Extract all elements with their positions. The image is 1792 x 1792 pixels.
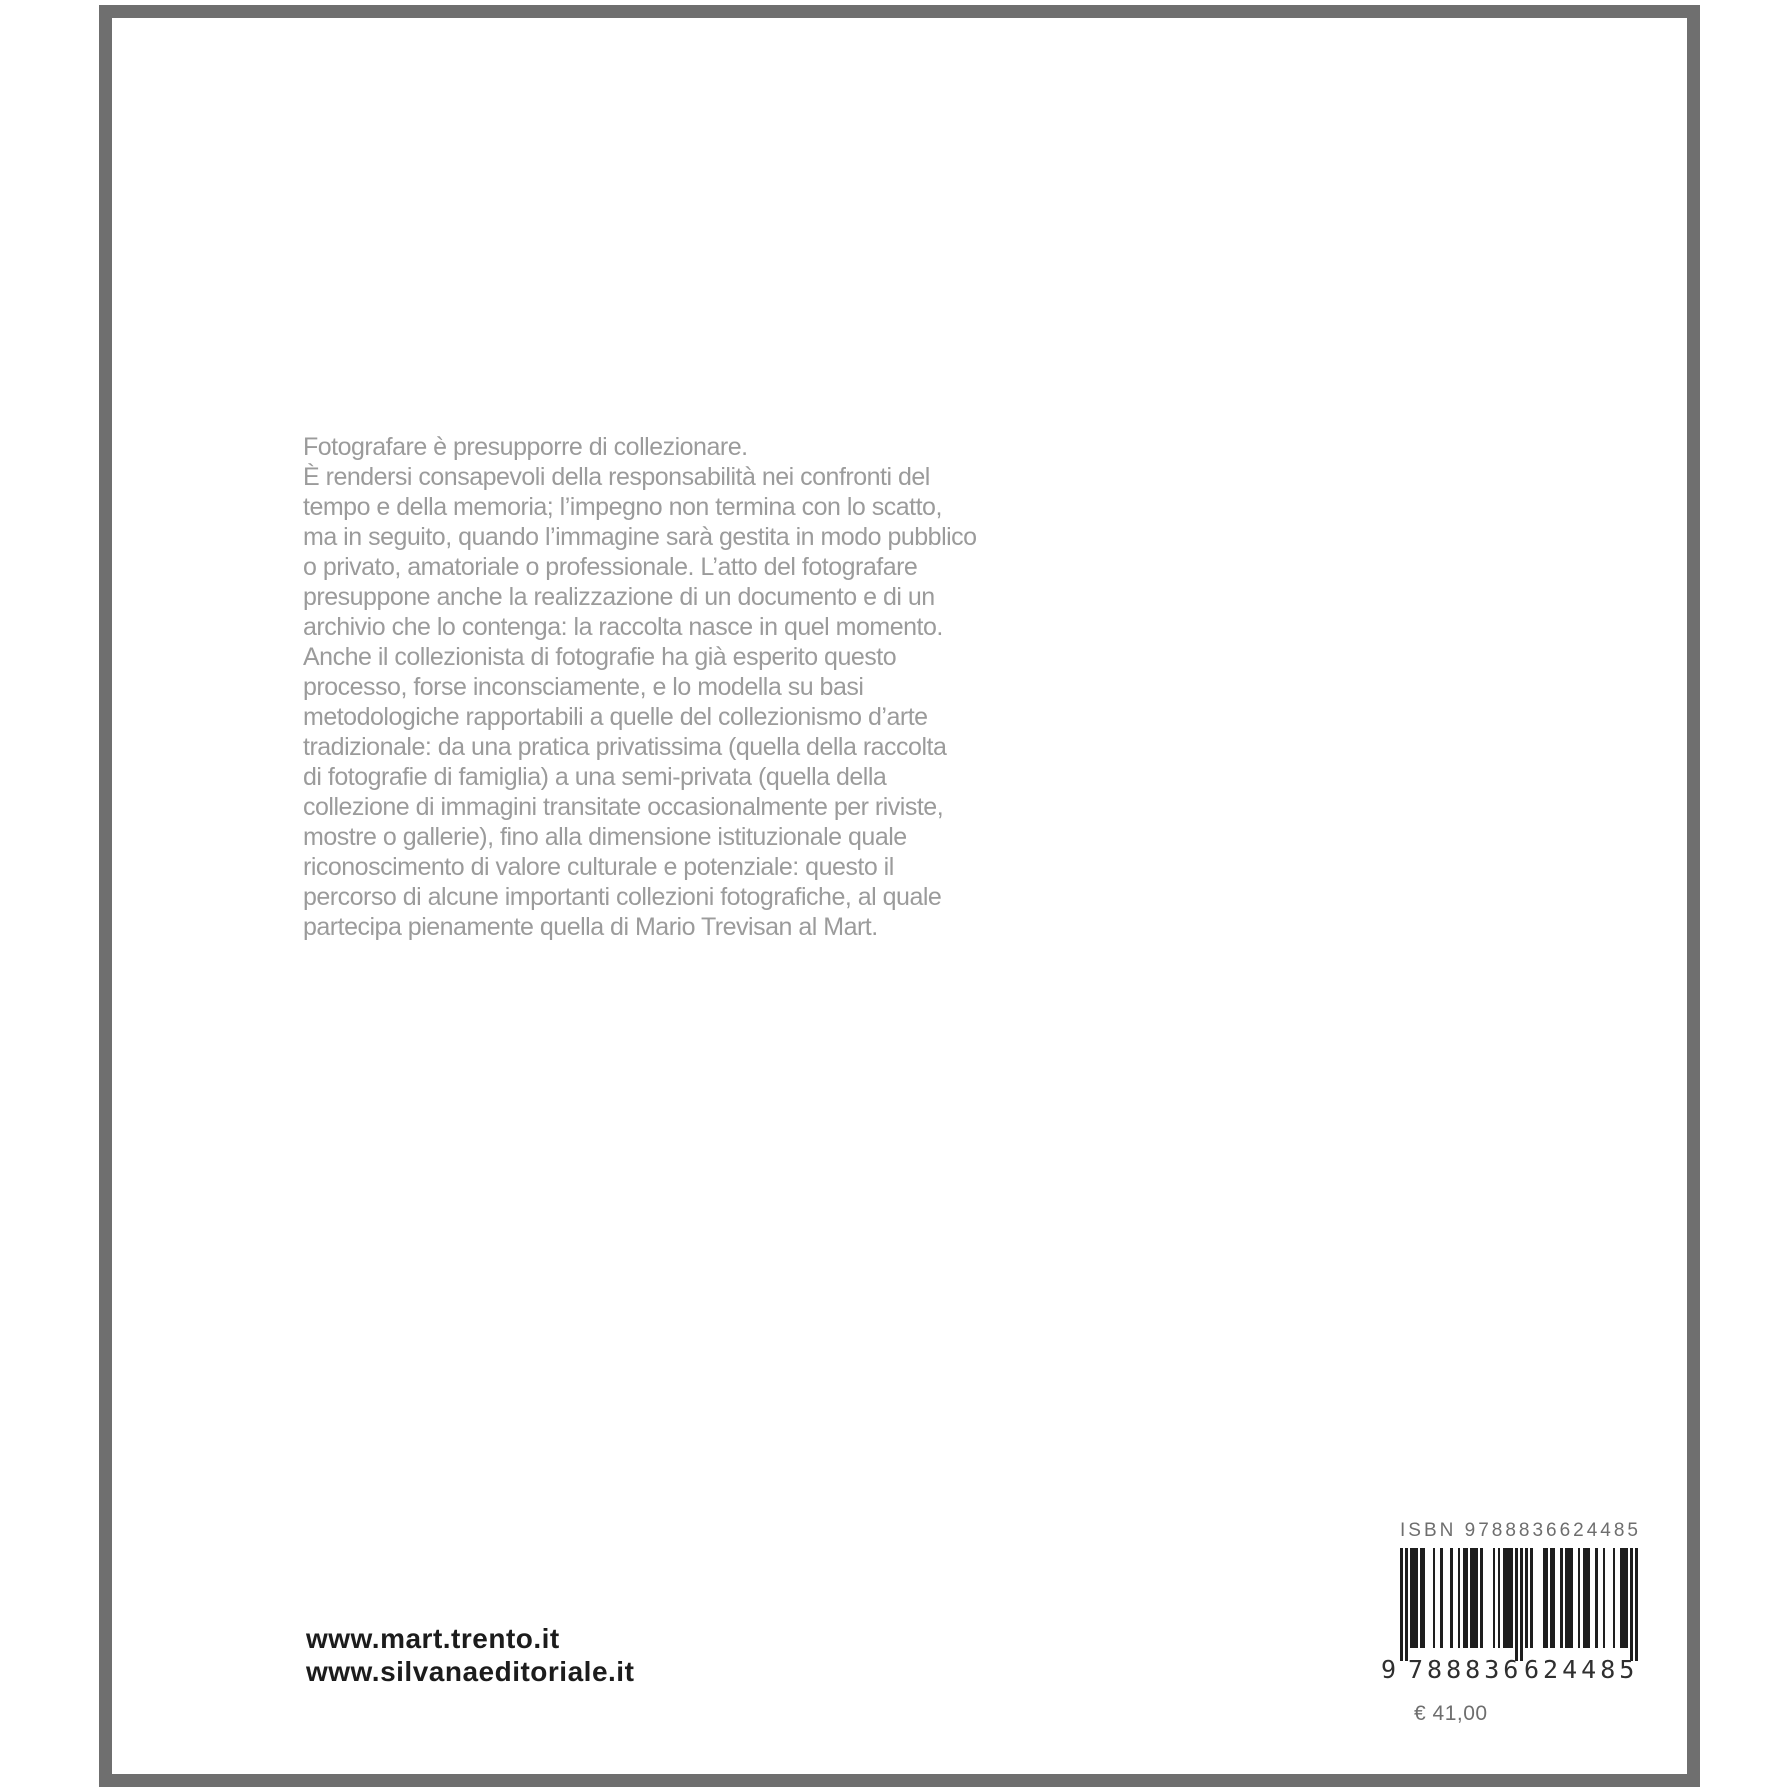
barcode-bar [1465,1548,1468,1648]
barcode-bar [1433,1548,1436,1648]
text-line: Fotografare è presupporre di collezionare. [303,433,748,461]
barcode-bar [1613,1548,1616,1648]
barcode-bar [1510,1548,1513,1648]
text-line: partecipa pienamente quella di Mario Trevisan al Mart. [303,913,878,941]
text-line: tempo e della memoria; l’impegno non termina con lo scatto, [303,493,942,521]
text-line: metodologiche rapportabili a quelle del collezionismo d’arte [303,703,928,731]
barcode-bar [1515,1548,1518,1661]
text-line: archivio che lo contenga: la raccolta nasce in quel momento. [303,613,943,641]
barcode-digits [1380,1655,1639,1684]
barcode-bar [1493,1548,1496,1648]
barcode-bar [1588,1548,1591,1648]
barcode-bar [1553,1548,1556,1648]
barcode-bar [1635,1548,1638,1661]
barcode-bar [1480,1548,1483,1648]
barcode-bar [1475,1548,1478,1648]
barcode-bar [1625,1548,1628,1648]
barcode-bar [1450,1548,1453,1648]
barcode-digits-left-group: 788836 [1408,1655,1523,1684]
text-line: presuppone anche la realizzazione di un documento e di un [303,583,935,611]
barcode-bar [1578,1548,1581,1648]
text-line: percorso di alcune importanti collezioni fotografiche, al quale [303,883,942,911]
book-back-cover-frame [99,5,1700,1787]
text-line: tradizionale: da una pratica privatissima (quella della raccolta [303,733,947,761]
barcode-bar [1405,1548,1408,1661]
barcode-bar [1630,1548,1633,1661]
barcode-bar [1525,1548,1528,1648]
text-line: o privato, amatoriale o professionale. L’atto del fotografare [303,553,918,581]
barcode-bar [1520,1548,1523,1661]
price-label: € 41,00 [1414,1702,1488,1725]
barcode-bar [1400,1548,1403,1661]
text-line: Anche il collezionista di fotografie ha già esperito questo [303,643,897,671]
barcode-bar [1440,1548,1443,1648]
barcode-bar [1545,1548,1548,1648]
text-line: È rendersi consapevoli della responsabilità nei confronti del [303,463,930,491]
barcode-bar [1530,1548,1533,1648]
barcode-bar [1415,1548,1418,1648]
barcode-bar [1423,1548,1426,1648]
back-cover-blurb [303,432,1093,942]
text-line: ma in seguito, quando l’immagine sarà gestita in modo pubblico [303,523,977,551]
barcode-bar [1570,1548,1573,1648]
barcode-bar [1603,1548,1606,1648]
barcode-digit-lead: 9 [1380,1655,1396,1684]
link-silvana-editoriale[interactable]: www.silvanaeditoriale.it [306,1656,635,1687]
text-line: riconoscimento di valore culturale e potenziale: questo il [303,853,894,881]
barcode-digits-right-group: 624485 [1524,1655,1639,1684]
text-line: collezione di immagini transitate occasionalmente per riviste, [303,793,944,821]
barcode-bar [1458,1548,1461,1648]
barcode-bar [1498,1548,1501,1648]
link-mart-trento[interactable]: www.mart.trento.it [306,1623,560,1654]
barcode-bar [1560,1548,1563,1648]
text-line: mostre o gallerie), fino alla dimensione istituzionale quale [303,823,907,851]
text-line: di fotografie di famiglia) a una semi-privata (quella della [303,763,887,791]
barcode-bar [1595,1548,1598,1648]
text-line: processo, forse inconsciamente, e lo modella su basi [303,673,864,701]
ean13-barcode [1400,1548,1638,1661]
isbn-label: ISBN 9788836624485 [1400,1520,1641,1541]
publisher-links [306,1622,634,1688]
